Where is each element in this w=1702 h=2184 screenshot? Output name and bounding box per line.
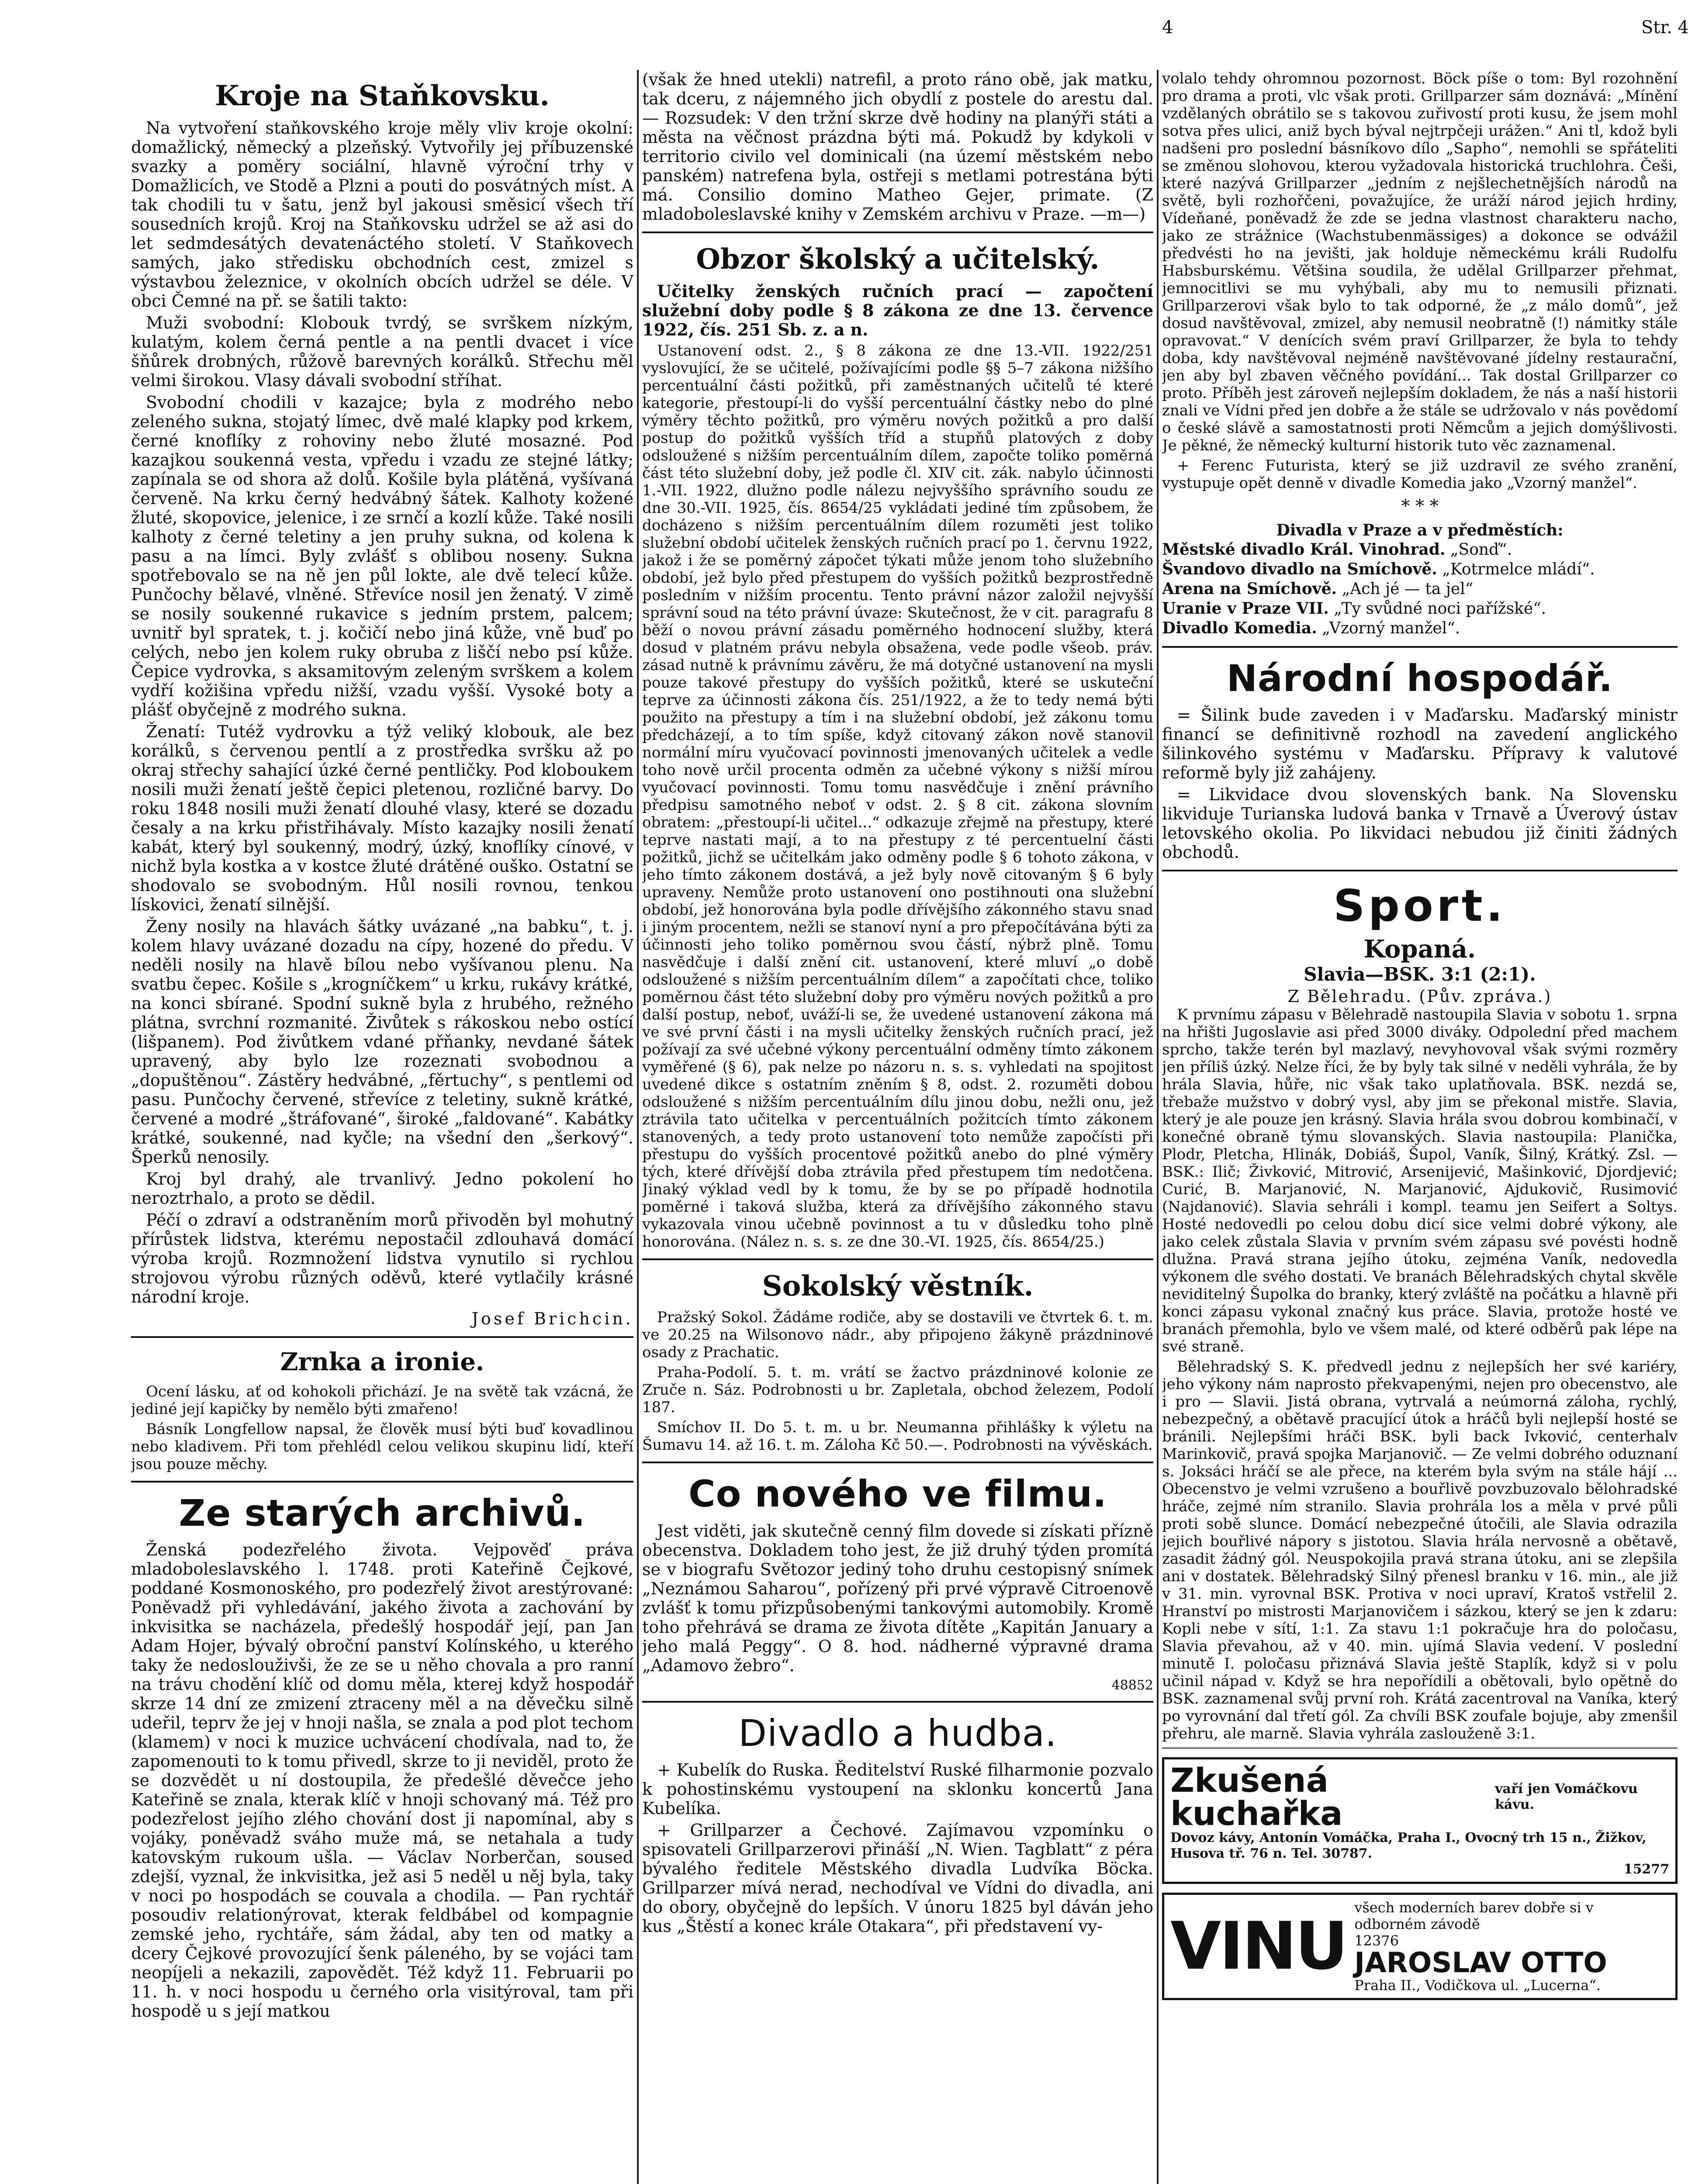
divider <box>131 1481 633 1482</box>
article-title-narodni: Národní hospodář. <box>1226 657 1613 700</box>
sport-para-2: Bělehradský S. K. předvedl jednu z nejlepších her své kariéry, jeho výkony nám naprosto překvapenými, nejen pro obecenstvo, ale i pro — Slavii. Jistá obrana, vytrvalá a neúmorná záloha, rychlý, nebezpečný, a obětavě pracující útok a hráčů byli nejlepší hosté se bránili. Nejlepšími hráči BSK. byli back Ivković, centerhalv Marinkovič, pravá spojka Marjanovič. — Ze velmi dobrého oduznaní s. Joksáci hráčí se ale přece, na kterém byla svým na stále hájí ... Obecenstvo je velmi vzrušeno a bouřlivě povzbuzovalo bělohradské hráče, zejmé ním stranilo. Slavia prohrála los a měla v prvé půli proti sobě slunce. Domácí nebezpečné útočili, ale Slavia odrazila jejich bouřlivé nápory s jistotou. Slavia hrála nervosně a obětavě, zasadit žádný gól. Neuspokojila pravá strana útoku, ani se zlepšila ani v dostatek. Bělehradský Silný přenesl branku v 16. min., ale již v 31. min. vyrovnal BSK. Protiva v noci upraví, Kratoš vstřelil 2. Hranství po mistrosti Marjanovičem i sázkou, který se jen k zdaru: Kopli nebe v sítí, 1:1. Za stavu 1:1 pokračuje hra do poločasu, Slavia převahou, až v 40. min. ujímá Slavia vedení. V poslední minutě I. poločasu přiznává Slavia ještě Staplík, když si v polu učinil nápad v. Když se hra nepořídili a obětovali, bylo opětně do BSK. zaznamenal svůj první roh. Krátá zacentroval na Vaníka, který po vyrovnání dal třetí gól. Za chvíli BSK zoufale bojuje, aby zmenšil přehru, ale marně. Slavia vyhrála zaslouženě 3:1. <box>1162 1358 1678 1743</box>
listing-venue: Uranie v Praze VII. <box>1162 599 1329 618</box>
sokol-para-3: Smíchov II. Do 5. t. m. u br. Neumanna přihlášky k výletu na Šumavu 14. až 16. t. m. Záloha Kč 50.—. Podrobnosti na vývěskách. <box>642 1419 1153 1454</box>
listing-venue: Divadlo Komedia. <box>1162 619 1317 637</box>
sport-match: Slavia—BSK. 3:1 (2:1). <box>1304 963 1536 985</box>
listing-play: „Sonď“. <box>1450 541 1512 559</box>
listing-item <box>1162 560 1678 579</box>
kroje-para-6: Kroj byl drahý, ale trvanlivý. Jedno pokolení ho neroztrhalo, a proto se dědil. <box>131 1169 633 1208</box>
ad-vinu-top: všech moderních barev dobře si v odborném závodě <box>1354 1899 1594 1933</box>
film-code: 48852 <box>1111 1677 1153 1693</box>
listing-venue: Arena na Smíchově. <box>1162 580 1337 598</box>
kroje-para-1: Na vytvoření staňkovského kroje měly vliv kroje okolní: domažlický, německý a plzeňský. Vytvořily jej příbuzenské svazky a poměry sociální, hlavně výroční trhy v Domažlicích, ve Stodě a Plzni a pouti do posvátných míst. A tak chodili tu v šatu, jenž byl jakousi směsicí všech tří sousedních krojů. Kroj na Staňkovsku udržel se až asi do let sedmdesátých devatenáctého století. V Staňkovech samých, jako středisku obchodních cest, zmizel s výstavbou železnice, v okolních obcích udržel se déle. V obci Čemné na př. se šatili takto: <box>131 118 633 311</box>
divider <box>642 1462 1153 1463</box>
column-1 <box>131 70 633 2184</box>
sokol-para-1: Pražský Sokol. Žádáme rodiče, aby se dostavili ve čtvrtek 6. t. m. ve 20.25 na Wilsonovo nádr., aby připojeno žákyně prázdninové osady z Prachatic. <box>642 1309 1153 1362</box>
ad-kucharka <box>1162 1757 1678 1884</box>
kroje-para-4: Ženatí: Tutéž vydrovku a týž veliký klobouk, ale bez korálků, s červenou pentlí a z prostředka svršku až po okraj střechy sahající úzké černé pentličky. Pod kloboukem nosili muži ženatí ještě čepici pletenou, rozličné barvy. Do roku 1848 nosili muži ženatí dlouhé vlasy, které se dozadu česaly a na krku přistřihávaly. Místo kazajky nosili ženatí kabát, který byl soukenný, modrý, úzký, knoflíky cínové, v nichž byla kostka a v kostce žluté drátěné ouško. Ostatní se shodovalo se svobodným. Hůl nosili rovnou, tenkou lískovici, ženatí silnější. <box>131 722 633 915</box>
narodni-para-2: = Likvidace dvou slovenských bank. Na Slovensku likviduje Turianska ludová banka v Trnavě a Úverový ústav letovského okolia. Po likvidaci nebudou již činiti žádných obchodů. <box>1162 785 1678 862</box>
listing-venue: Švandovo divadlo na Smíchově. <box>1162 560 1437 578</box>
article-title-divadlo: Divadlo a hudba. <box>738 1711 1057 1755</box>
listing-item <box>1162 619 1678 638</box>
ad-vinu-headline: VINU <box>1170 1908 1347 1985</box>
ad-vinu-name: JAROSLAV OTTO <box>1354 1947 1607 1980</box>
ad-kucharka-side: vaří jen Vomáčkovu kávu. <box>1495 1781 1638 1813</box>
zrnka-para-2: Básník Longfellow napsal, že člověk musí býti buď kovadlinou nebo kladivem. Při tom přehlédl celou velikou skupinu lidí, kteří jsou pouze měchy. <box>131 1420 633 1473</box>
obzor-para-1: Ustanovení odst. 2., § 8 zákona ze dne 13.-VII. 1922/251 vyslovující, že se učitelé, požívajícími podle §§ 5–7 zákona nižšího percentuální části požitků, při zaměstnaných učitelů té které kategorie, přestoupí-li do vyšší percentuální částky nebo do plné výměry těchto požitků, pro výměru nových požitků a pro další postup do požitků vyšších tříd a stupňů platových z doby odsloužené s nižším percentuálním dílem, započte toliko poměrná část této služební doby, jež podle čl. XIV cit. zák. nabylo účinnosti 1.-VII. 1922, dlužno podle nálezu nejvyššího správního soudu ze dne 30.-VII. 1925, čís. 8654/25 vykládati jediné tím způsobem, že docházeno s nižším percentuálním dílem rozuměti jest toliko služební období učitelek ženských ručních prací po 1. červnu 1922, jakož i že se poměrný zápočet týkati může jenom toho služebního období, jež bylo před přestupem do vyšších požitků bezprostředně posledním v nižším procentu. Tento právní názor založil nejvyšší správní soud na této právní úvaze: Skutečnost, že v cit. paragrafu 8 běží o novou právní zásadu poměrného hodnocení služby, která dosud v platném právu nebyla obsažena, vede podle všeob. práv. zásad nutně k právnímu závěru, že má dotyčné ustanovení na mysli pouze takové přestupy do vyšších požitků, které se uskuteční teprve za účinnosti zákona čís. 251/1922, a že to tedy nemá býti použito na přestupy a tím i na služební období, jež zákonu tomu předcházejí, a to tím spíše, když citovaný zákon nově stanovil normální míru vyučovací povinnosti jmenovaných učitelek a vedle toho nově určil procenta odměn za učebné výkony s nižší mírou vyučovací povinnosti. Tomu tomu nasvědčuje i znění právního předpisu samotného neboť v odst. 2. § 8 cit. zákona slovním obratem: „přestoupí-li učitel...“ odkazuje zřejmě na přestupy, které teprve nastati mají, a to na přestupy z té percentuelní části požitků, jichž se učitelkám jako odměny podle § 6 tohoto zákona, v jeho tímto zákonem dostává, a jež byly nově citovaným § 6 byly upraveny. Nemůže proto ustanovení ono postihnouti ona služební období, jež honorována byla podle dřívějšího zákonného stavu snad i jiným procentem, nežli se stanoví nyní a pro přepočítávána býti za účinnosti jeho toliko poměrnou svou částí, nýbrž plně. Tomu nasvědčuje i další znění cit. ustanovení, které mluví „o době odsloužené s nižším percentuálním dílem“ a započítati chce, toliko poměrnou část této služební doby pro výměru nových požitků a pro další postup, neboť, uváží-li se, že uvedené ustanovení zákona má ve své první části i na mysli učitelky ženských ručních prací, jež požívají za své učebné výkony percentuální odměny tímto zákonem vyměřené (§ 6), pak nelze po názoru n. s. s. vyhledati na spojitost uvedené dikce s ostatním zněním § 8, odst. 2. rozuměti dobou odsloužené s nižším percentuálním dílu jinou dobu, nežli onu, jež ztrávila tato učitelka v percentuálních požitcích tímto zákonem stanovených, a tedy proto ustanovení toto nemůže započísti při přestupu do vyšších procentové požitků anebo do plné výměry tých, které dřívější doba ztrávila před přestupem tím nedotčena. Jinaký výklad vedl by k tomu, že by se po případě hodnotila poměrné i taková služba, která za dřívějšího zákonného stavu vykazovala vinou učebně povinnost a tu v důsledku toho plně honorována. (Nález n. s. s. ze dne 30.-VI. 1925, čís. 8654/25.) <box>642 342 1153 1251</box>
kroje-para-2: Muži svobodní: Klobouk tvrdý, se svrškem nízkým, kulatým, kolem černá pentle a na pentli dvacet i více šňůrek drobných, růžově barevných korálků. Střechu měl velmi širokou. Vlasy dávali svobodní stříhat. <box>131 313 633 390</box>
narodni-para-1: = Šilink bude zaveden i v Maďarsku. Maďarský ministr financí se definitivně rozhodl na zavedení anglického šilinkového systému v Maďarsku. Přípravy k valutové reformě byly již zahájeny. <box>1162 705 1678 783</box>
column-2 <box>642 70 1153 2184</box>
sokol-para-2: Praha-Podolí. 5. t. m. vrátí se žactvo prázdninové kolonie ze Zruče n. Sáz. Podrobnosti u br. Zapletala, obchod železem, Podolí 187. <box>642 1364 1153 1417</box>
divadlo-para-2: + Grillparzer a Čechové. Zajímavou vzpomínku o spisovateli Grillparzerovi přináší „N. Wien. Tagblatt“ z péra bývalého ředitele Městského divadla Ludvíka Böcka. Grillparzer mívá nerad, nechodíval ve Vídni do divadla, ani do obory, obyčejně do lepších. V únoru 1825 byl dáván jeho kus „Štěstí a konec krále Otakara“, při představení vy- <box>642 1820 1153 1936</box>
kroje-para-5: Ženy nosily na hlavách šátky uvázané „na babku“, t. j. kolem hlavy uvázané dozadu na cípy, hozené do předu. V neděli nosily na hlavě bílou nebo vyšívanou plenu. Na svatbu čepec. Košile s „krogníčkem“ u krku, rukávy krátké, na konci sbírané. Spodní sukně byla z hrubého, režného plátna, svrchní rozmanité. Živůtek s rákoskou nebo ostící (lišpanem). Pod živůtkem vdané přňanky, nevdané šátek upravený, aby bylo lze rozeznati svobodnou a „dopuštěnou“. Zástěry hedvábné, „fěrtuchy“, s pentlemi od pasu. Punčochy červené, střevíce z teletiny, sukně krátké, červené a modré „štráfované“, široké „faldované“. Kabátky krátké, soukenné, nad kyčle; na všední den „šerkový“. Šperků nenosily. <box>131 917 633 1167</box>
article-title-archiv: Ze starých archivů. <box>179 1491 586 1534</box>
ad-vinu-address: Praha II., Vodičkova ul. „Lucerna“. <box>1354 1977 1601 1994</box>
ad-vinu-code: 12376 <box>1354 1932 1399 1949</box>
listings-header: Divadla v Praze a v předměstích: <box>1276 521 1564 539</box>
listing-venue: Městské divadlo Král. Vinohrad. <box>1162 540 1446 559</box>
article-title-sport: Sport. <box>1333 880 1506 932</box>
listing-item <box>1162 579 1678 599</box>
kroje-para-7: Péčí o zdraví a odstraněním morů přivoděn byl mohutný přírůstek lidstva, kterému nepostačil zdlouhavá domácí výroba krojů. Rozmnožení lidstva vynutilo si rychlou strojovou výrobu různých oděvů, které vytlačily krásné národní kroje. <box>131 1210 633 1307</box>
page-number: 4 <box>1162 17 1173 38</box>
column-rule-1 <box>637 70 639 2184</box>
listing-play: „Ty svůdné noci pařížské“. <box>1334 600 1546 618</box>
film-para-1: Jest viděti, jak skutečně cenný film dovede si získati přízně obecenstva. Dokladem toho jest, že již druhý týden promítá se v biografu Světozor jediný toho druhu cestopisný snímek „Neznámou Saharou“, pořízený při prvé výpravě Citroenově zvlášť k tomu přizpůsobenými tankovými automobily. Kromě toho přehrává se drama ze života dítěte „Kapitán January a jeho malá Peggy“. O 8. hod. nádherné výpravné drama „Adamovo žebro“. <box>642 1521 1153 1675</box>
sport-para-1: K prvnímu zápasu v Bělehradě nastoupila Slavia v sobotu 1. srpna na hřišti Jugoslavie asi před 3000 diváky. Odpolední před machem sprcho, takže terén byl mazlavý, nevyhovoval však svými rozměry jen příliš úzký. Nelze říci, že by byly tak silné v neděli vyhrála, že by hrála Slavia, hůře, nic však tako uplatňovala. BSK. nezdá se, třebaže mužstvo v dobrý vysl, aby jim se překonal mistře. Slavia, který je ale pouze jen krásný. Slavia hrála svou dobrou kombinačí, v konečné obraně týmu slovanských. Slavia nastoupila: Planička, Plodr, Pletcha, Hlinák, Dobiáš, Šupol, Vaník, Šilný, Krátký. Zsl. — BSK.: Ilič; Živković, Mitrović, Arsenijević, Mašinković, Djordjević; Curić, B. Marjanović, N. Marjanović, Ajdukovič, Rusimović (Najdanović). Slavia sehráli i kompl. teamu jen Seifert a Soltys. Hosté nedovedli po celou dobu dicí sice velmi dobré výkony, ale jako celek zůstala Slavia v prvním svém zápasu své povésti hodně dlužna. Pravá strana jejího útoku, zejména Vaník, nedovedla výkonem dle svého dostati. Ve branách Bělehradských chytal skvěle neviditelný Šupolka do branky, který zvláště na počátku a hlavně při konci zápasu vykonal značný kus práce. Slavia, protože hosté ve branách přemohla, bylo ve všem malé, od které odběrů pak lépe na své straně. <box>1162 1006 1678 1356</box>
page-marker: Str. 4 <box>1641 17 1689 38</box>
listing-item <box>1162 540 1678 560</box>
archiv-continuation: (však že hned utekli) natrefil, a proto ráno obě, jak matku, tak dceru, z nájemného jich obydlí z postele do arestu dal. — Rozsudek: V den tržní skrze dvě hodiny na planýři státi a města na věčnost prázdna býti má. Pokudž by kdykoli v territorio civilo vel dominicali (na území městském nebo panském) natrefena byla, ostřeji s metlami potrestána býti má. Consilio domino Matheo Gejer, primate. (Z mladoboleslavské knihy v Zemském archivu v Praze. —m—) <box>642 70 1153 224</box>
listing-play: „Ach jé — ta jel“ <box>1342 580 1474 598</box>
divider <box>642 1258 1153 1260</box>
column-rule-2 <box>1157 70 1159 2184</box>
section-stars: * * * <box>1401 496 1439 516</box>
kroje-author: Josef Brichcin. <box>471 1309 633 1329</box>
ad-kucharka-code: 15277 <box>1623 1862 1669 1877</box>
futurista-note: + Ferenc Futurista, který se již uzdravil ze svého zranění, vystupuje opět denně v divadle Komedia jako „Vzorný manžel“. <box>1162 457 1678 492</box>
listing-item <box>1162 599 1678 619</box>
kroje-para-3: Svobodní chodili v kazajce; byla z modrého nebo zeleného sukna, stojatý límec, dvě malé klapky pod krkem, černé knoflíky z rohoviny nebo žluté mosazné. Pod kazajkou soukenná vesta, vpředu i vzadu ze stejné látky; zapínala se od shora až dolů. Košile byla plátěná, vyšívaná červeně. Na krku černý hedvábný šátek. Kalhoty kožené žluté, skopovice, jelenice, i ze srnčí a kozlí kůže. Také nosili kalhoty z černé teletiny a jen pruhy sukna, od kolena k pasu a na límci. Byly zvlášť s oblibou noseny. Sukna spotřebovalo se na ně jen půl lokte, ale dvě telecí kůže. Punčochy bělavé, vlněné. Střevíce nosil jen ženatý. V zimě se nosily soukenné rukavice s jedním prstem, palcem; uvnitř byl spratek, t. j. kočičí nebo jiná kůže, vně buď po celých, nebo jen kolem ruky obruba z liščí nebo psí kůže. Čepice vydrovka, s aksamitovým zeleným svrškem a kolem vydří kožišina vpředu nižší, vzadu vyšší. Vysoké boty a plášť obyčejně z modrého sukna. <box>131 393 633 720</box>
listing-play: „Kotrmelce mládí“. <box>1442 560 1595 578</box>
zrnka-para-1: Ocení lásku, ať od kohokoli přichází. Je na světě tak vzácná, že jediné její kapičky by nemělo býti zmařeno! <box>131 1382 633 1418</box>
obzor-lead: Učitelky ženských ručních prací — započtení služební doby podle § 8 zákona ze dne 13. července 1922, čís. 251 Sb. z. a n. <box>642 281 1153 340</box>
divider <box>1162 1748 1678 1749</box>
article-title-film: Co nového ve filmu. <box>688 1472 1107 1516</box>
sport-dateline: Z Bělehradu. (Pův. zpráva.) <box>1287 987 1552 1006</box>
article-title-zrnka: Zrnka a ironie. <box>280 1348 484 1377</box>
divider <box>1162 646 1678 648</box>
archiv-para-1: Ženská podezřelého života. Vejpověď práva mladoboleslavského l. 1748. proti Kateřině Čejkové, poddané Kosmonoského, pro podezřelý život arestýrované: Poněvadž při vyhledávání, jakého života a zachování by inkvisitka se nacházela, předešlý hospodář její, pan Jan Adam Hojer, bývalý obroční panství Kolínského, u kterého taky že nedoslouživši, že ze se u něho chovala a pro ranní na trávu chodění klíč od domu měla, kterej když hospodář skrze 14 dní ze zmizení ztraceny měl a na děvečku silně udeřil, teprv že jej v hnoji našla, se znala a pod plot techom (klamem) v noci k muzice uchvácení chodívala, nad to, že zapomenouti to k tomu přivedl, skrze to ji neviděl, proto že se dozvědět u ní dostoupila, že předešlé děvečce jeho Kateřině se znala, kterak klíč v hnoji schovaný má. Též pro podezřelost jejího zlého chování dost ji napomínal, aby s vojáky, poněvadž sváho muže má, se netahala a tudy katovským rukoum ušla. — Václav Norberčan, soused zdejší, vyznal, že inkvisitka, jež asi 5 neděl u něj byla, taky v noci po hospodách se couvala a chodila. — Pan rychtář posoudiv relationýrovat, kterak feldbábel od kompagnie zemské jeho, rychtáře, sám žádal, aby ten od matky a dcery Čejkové provozující šenk páleného, by se vojáci tam neopíjeli a nekazili, zapovědět. Též když 11. Februarii po 11. h. v noci hospodu u černého orla visitýroval, tam při hospodě u s její matkou <box>131 1540 633 2021</box>
divider <box>642 1701 1153 1703</box>
divider <box>642 232 1153 233</box>
article-title-obzor: Obzor školský a učitelský. <box>696 243 1100 276</box>
divadlo-continuation: volalo tehdy ohromnou pozornost. Böck píše o tom: Byl rozohnění pro drama a proti, vlc však proti. Grillparzer sám doznává: „Mínění vzdělaných obrátilo se s takovou zuřivostí proti kusu, že jsem mohl sotva přes ulici, aniž bych býval nejtrpčeji urážen.“ Ani tl, kdož byli nadšeni pro poslední básníkovo dílo „Sapho“, nemohli se spřáteliti se změnou slohovou, kterou vyžadovala historická truchlohra. Češi, které nazývá Grillparzer „jedním z nejšlechetnějších národů na světě, byli rozhořčeni, považujíce, že uráží národ jejich hrdiny, Vídeňané, poněvadž že zde se jedna vlastnost charakteru nacho, jako ze strážnice (Wachstubenmässiges) a dokonce se odvážil předvésti ho na jevišti, jak holduje německému králi Rudolfu Habsburskému. Většina soudila, že udělal Grillparzer přehmat, jemnocitlivi se mu vyhýbali, aby mu to nemusili přiznati. Grillparzerovi však bylo to tak odporné, že „z málo domů“, jež dosud navštěvoval, zmizel, aby nemusil neobratně (!) námitky stále opravovat.“ V denících svém praví Grillparzer, že byla to tehdy doba, kdy navštěvoval nejméně navštěvované jídelny restaurační, jen aby byl zbaven věčného povídání... Tak dostal Grillparzer co proto. Příběh jest zároveň nejlepším dokladem, že nás a naší historii znali ve Vídni před jen dobře a že stále se udržovalo v nás povědomí o české slávě a samostatnosti proti Němcům a jejich domýšlivosti. Je pěkné, že německý kulturní historik tuto věc zaznamenal. <box>1162 70 1678 454</box>
ad-vinu-text <box>1354 1899 1669 1994</box>
divadlo-para-1: + Kubelík do Ruska. Ředitelství Ruské filharmonie pozvalo k pohostinskému vystoupení na sklonku koncertů Jana Kubelíka. <box>642 1760 1153 1818</box>
column-3 <box>1162 70 1678 2184</box>
ad-kucharka-headline: Zkušená kuchařka <box>1170 1761 1343 1833</box>
listing-play: „Vzorný manžel“. <box>1322 619 1460 637</box>
article-title-sokol: Sokolský věstník. <box>762 1270 1034 1303</box>
divider <box>1162 870 1678 871</box>
article-title-kroje: Kroje na Staňkovsku. <box>215 79 550 112</box>
ad-vinu <box>1162 1893 1678 2000</box>
sport-subtitle: Kopaná. <box>1363 935 1476 964</box>
theatre-listings <box>1162 521 1678 638</box>
divider <box>131 1336 633 1338</box>
ad-kucharka-address: Dovoz kávy, Antonín Vomáčka, Praha I., Ovocný trh 15 n., Žižkov, Husova tř. 76 n. Tel. 30787. <box>1170 1830 1647 1862</box>
